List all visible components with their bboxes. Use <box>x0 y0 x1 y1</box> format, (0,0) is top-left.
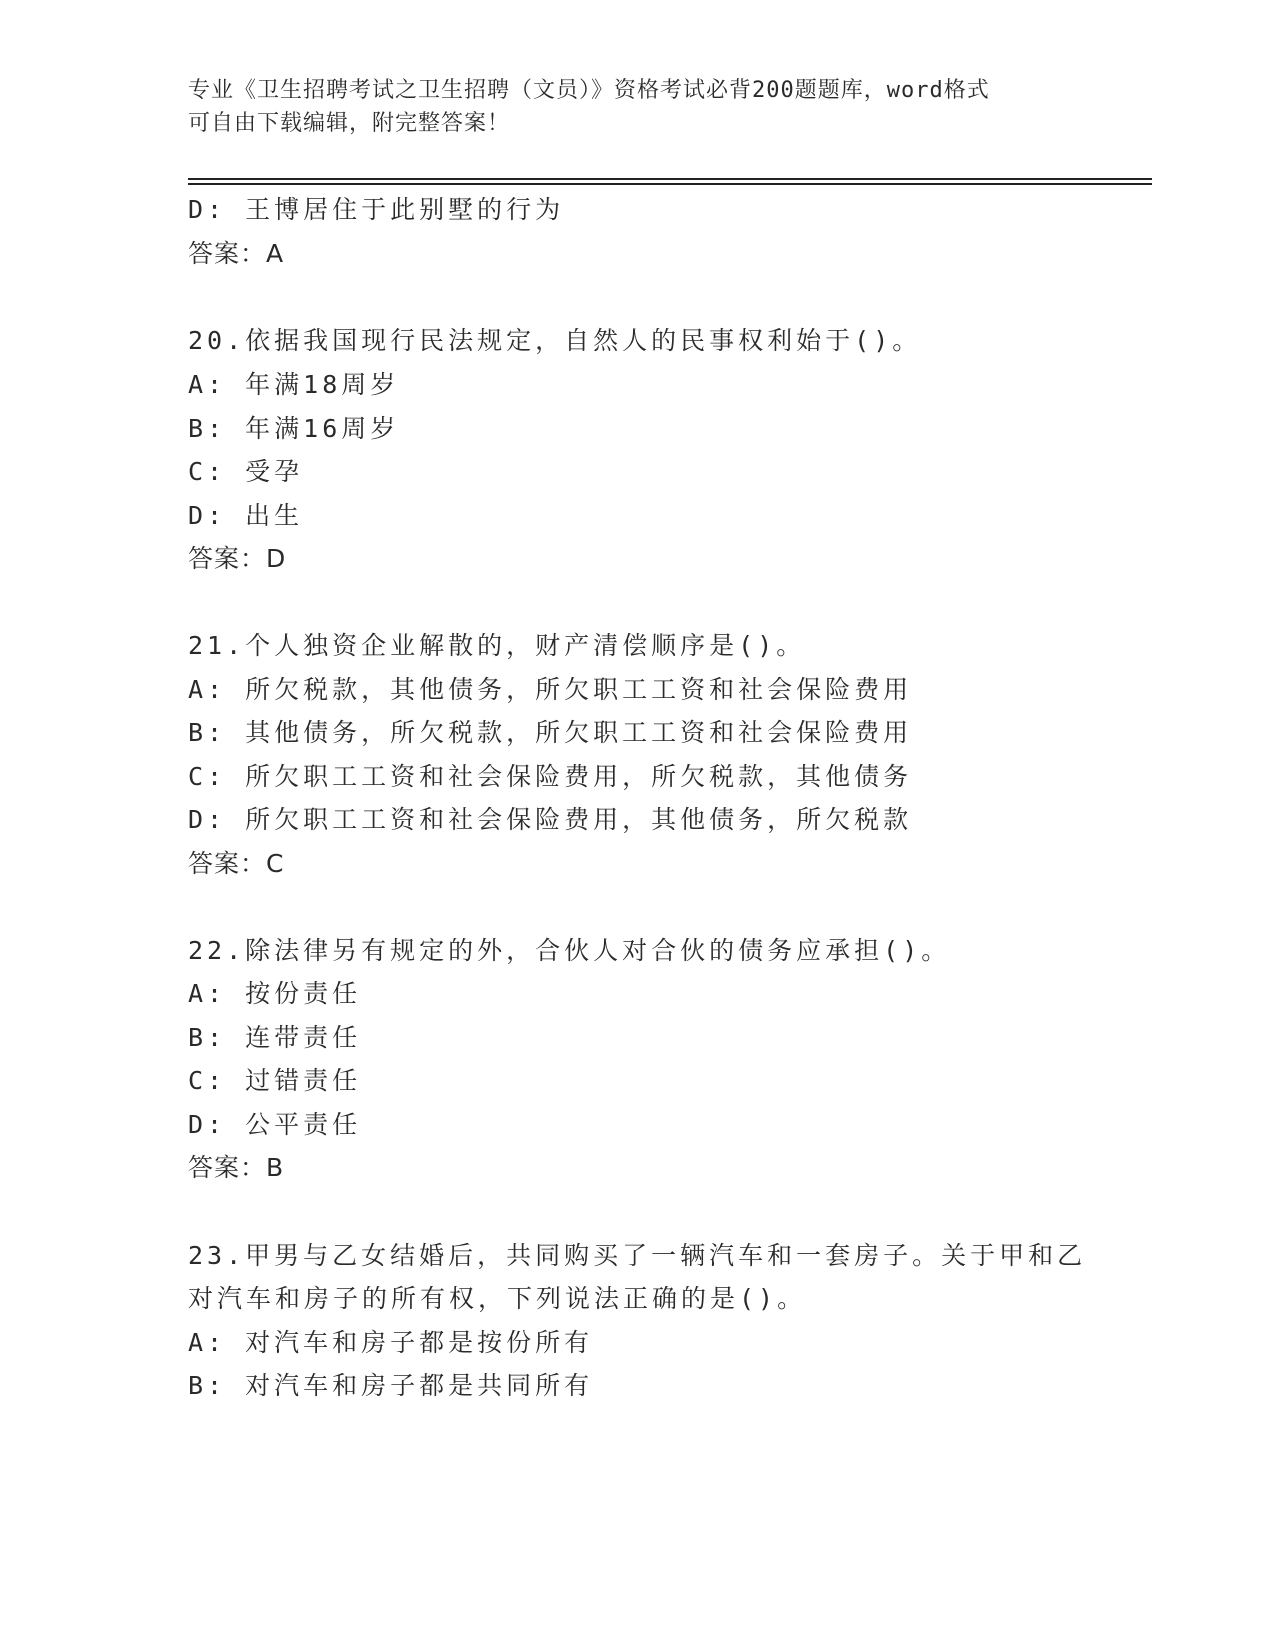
header-title-line2: 可自由下载编辑，附完整答案！ <box>188 111 511 136</box>
q22-option-d: D: 公平责任 <box>188 1110 362 1139</box>
header-title-line1: 专业《卫生招聘考试之卫生招聘（文员）》资格考试必背200题题库，word格式 <box>188 78 990 103</box>
q21-option-d: D: 所欠职工工资和社会保险费用，其他债务，所欠税款 <box>188 805 913 834</box>
header-divider-top <box>188 178 1152 180</box>
q20-answer: 答案：D <box>188 544 287 573</box>
q20-option-b: B: 年满16周岁 <box>188 414 400 443</box>
q22-stem: 22.除法律另有规定的外，合伙人对合伙的债务应承担()。 <box>188 936 951 965</box>
q20-stem: 20.依据我国现行民法规定，自然人的民事权利始于()。 <box>188 326 922 355</box>
q23-stem-line2: 对汽车和房子的所有权，下列说法正确的是()。 <box>188 1284 807 1313</box>
prev-option-d: D: 王博居住于此别墅的行为 <box>188 195 565 224</box>
q23-option-b: B: 对汽车和房子都是共同所有 <box>188 1371 594 1400</box>
q21-option-b: B: 其他债务，所欠税款，所欠职工工资和社会保险费用 <box>188 718 913 747</box>
q20-option-a: A: 年满18周岁 <box>188 370 400 399</box>
q22-option-b: B: 连带责任 <box>188 1023 362 1052</box>
document-header <box>188 74 1088 140</box>
q20-option-c: C: 受孕 <box>188 457 304 486</box>
prev-answer: 答案：A <box>188 239 285 268</box>
q21-option-c: C: 所欠职工工资和社会保险费用，所欠税款，其他债务 <box>188 762 913 791</box>
q21-stem: 21.个人独资企业解散的，财产清偿顺序是()。 <box>188 631 806 660</box>
q22-option-c: C: 过错责任 <box>188 1066 362 1095</box>
q22-answer: 答案：B <box>188 1153 285 1182</box>
q23-option-a: A: 对汽车和房子都是按份所有 <box>188 1328 594 1357</box>
q21-option-a: A: 所欠税款，其他债务，所欠职工工资和社会保险费用 <box>188 675 913 704</box>
header-divider-bottom <box>188 183 1152 185</box>
q22-option-a: A: 按份责任 <box>188 979 362 1008</box>
q21-answer: 答案：C <box>188 849 285 878</box>
q23-stem-line1: 23.甲男与乙女结婚后，共同购买了一辆汽车和一套房子。关于甲和乙 <box>188 1241 1087 1270</box>
q20-option-d: D: 出生 <box>188 501 304 530</box>
